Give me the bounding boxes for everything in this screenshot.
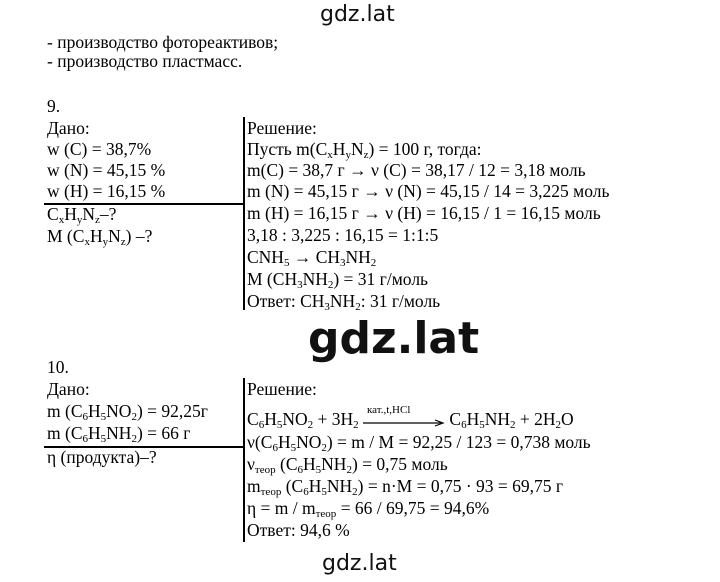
p10-find-yield: η (продукта)–?: [47, 447, 157, 467]
p9-let-line: Пусть $m(C_xH_yN_z) = 100$ г, тогда:: [247, 139, 482, 161]
p9-find-formula: $C_xH_yN_z-$?: [47, 204, 117, 226]
p9-find-mass: M $(C_xH_yN_z)$ –?: [47, 226, 153, 248]
watermark-middle: gdz.lat: [308, 313, 480, 364]
reaction-arrow-icon: [363, 403, 445, 431]
problem-9-number: 9.: [47, 96, 61, 116]
watermark-bottom: gdz.lat: [322, 551, 397, 576]
p9-solution-label: Решение:: [247, 118, 317, 138]
p9-answer-line: Ответ: $CH_3NH_2$: 31 г/моль: [247, 291, 441, 313]
p10-given-label: Дано:: [47, 379, 90, 399]
p9-nitrogen-line: m (N) = 45,15 г → ν (N) = 45,15 / 14 = 3,225 моль: [247, 181, 610, 201]
p9-ratio-line: 3,18 : 3,225 : 16,15 = 1:1:5: [247, 225, 439, 245]
p9-given-label: Дано:: [47, 118, 90, 138]
p9-formula-line: $CNH_5 \to CH_3NH_2$: [247, 247, 377, 269]
p9-given-wc: w (C) = 38,7%: [47, 139, 152, 159]
p10-divider-vertical: [243, 378, 245, 542]
p9-given-wn: w (N) = 45,15 %: [47, 160, 166, 180]
reaction-condition: кат.,t,HCl: [367, 403, 411, 416]
p10-eta-line: $\eta = m / m_{теор} = 66 / 69,75 = 94,6\%$: [247, 498, 490, 520]
problem-10-number: 10.: [47, 357, 69, 377]
p10-answer-line: Ответ: 94,6 %: [247, 520, 350, 540]
p10-solution-label: Решение:: [247, 379, 317, 399]
p9-carbon-line: m(C) = 38,7 г → ν (C) = 38,17 / 12 = 3,18 моль: [247, 160, 586, 180]
watermark-top: gdz.lat: [320, 2, 395, 27]
intro-line-1: - производство фотореактивов;: [47, 32, 279, 52]
p9-divider-horizontal: [44, 203, 244, 205]
p9-hydrogen-line: m (H) = 16,15 г → ν (H) = 16,15 / 1 = 16,15 моль: [247, 203, 601, 223]
p10-reaction-line: $C_6H_5NO_2 + 3H_2$ кат.,t,HCl $C_6H_5NH_2 + 2H_2O$: [247, 409, 574, 431]
intro-line-2: - производство пластмасс.: [47, 51, 243, 71]
p9-given-wh: w (H) = 16,15 %: [47, 181, 166, 201]
p9-divider-vertical: [243, 117, 245, 310]
p10-m-theor-line: $m_{теор}$ $(C_6H_5NH_2) = n\cdot M = 0,75 \cdot 93 = 69,75$ г: [247, 476, 564, 498]
p10-divider-horizontal: [44, 446, 244, 448]
p10-given-m-nitro: m $(C_6H_5NO_2) = 92,25г$: [47, 401, 208, 423]
p9-molar-mass-line: M $(CH_3NH_2) = 31$ г/моль: [247, 269, 429, 291]
p10-nu-line: $\nu(C_6H_5NO_2) = m / M = 92,25 / 123 = 0,738$ моль: [247, 432, 591, 454]
p10-given-m-aniline: m $(C_6H_5NH_2) = 66$ г: [47, 423, 191, 445]
p10-nu-theor-line: $\nu_{теор}$ $(C_6H_5NH_2) = 0,75$ моль: [247, 454, 448, 476]
